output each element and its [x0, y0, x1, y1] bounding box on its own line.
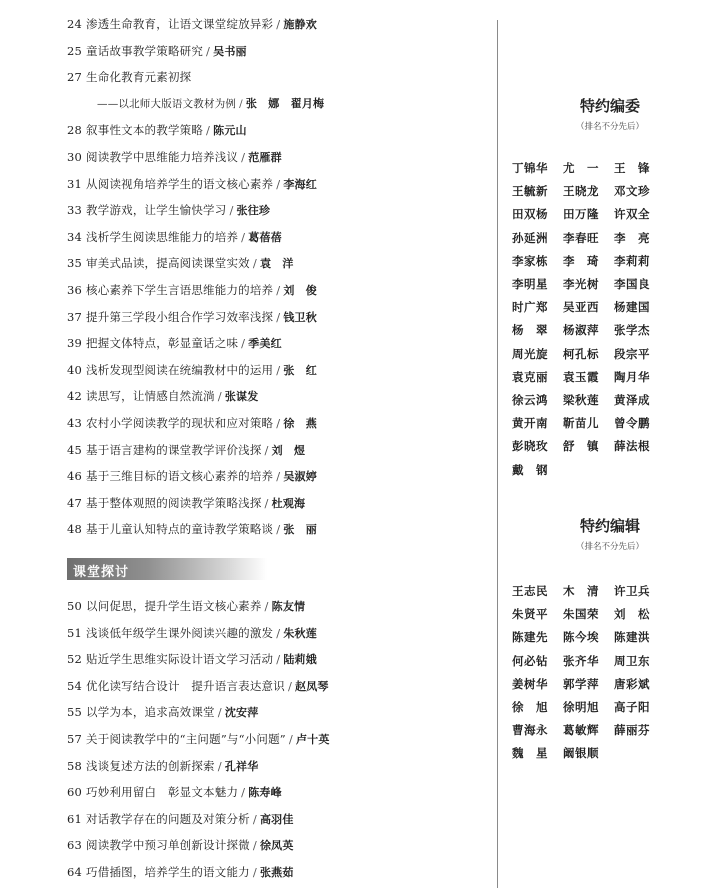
toc-author: 赵凤琴	[295, 679, 329, 693]
toc-author: 张 红	[283, 363, 317, 377]
toc-title: 阅读教学中思维能力培养浅议	[86, 150, 239, 164]
editor-name: 田万隆	[563, 207, 599, 222]
toc-entry	[67, 176, 317, 193]
editor-name: 王毓新	[512, 184, 548, 199]
editor-name: 黄泽成	[614, 393, 650, 407]
toc-author: 李海红	[283, 177, 317, 191]
toc-page-number: 45	[67, 442, 83, 457]
toc-separator: /	[288, 732, 293, 746]
editor-name: 丁锦华	[512, 161, 548, 175]
editor-name: 田双杨	[512, 207, 548, 222]
toc-page-number: 37	[67, 309, 83, 324]
toc-author: 徐凤英	[259, 839, 294, 853]
toc-entry	[67, 468, 317, 485]
editor-name: 许双全	[614, 207, 650, 222]
toc-title: 以问促思，提升学生语文核心素养	[86, 599, 262, 613]
toc-author: 卢十英	[295, 733, 330, 746]
editor-name: 曹海永	[512, 723, 548, 738]
toc-page-number: 54	[67, 678, 83, 693]
toc-separator: /	[264, 442, 269, 457]
toc-entry	[67, 388, 258, 405]
editor-name: 邓文珍	[614, 184, 650, 199]
toc-entry	[67, 625, 317, 642]
toc-title: 关于阅读教学中的“主问题”与“小问题”	[86, 732, 286, 746]
toc-entry	[67, 758, 258, 775]
editor-name: 阚银顺	[563, 746, 599, 761]
toc-entry	[67, 521, 317, 538]
toc-title: 浅析学生阅读思维能力的培养	[86, 229, 239, 244]
toc-separator: /	[241, 785, 246, 800]
toc-author: 高羽佳	[259, 812, 294, 826]
editor-name: 徐云鸿	[512, 393, 548, 407]
toc-entry	[67, 309, 317, 326]
toc-separator: /	[217, 705, 222, 720]
toc-separator: /	[276, 176, 281, 191]
editor-name: 袁玉霞	[563, 369, 599, 384]
editor-name: 木 清	[563, 584, 599, 598]
editing-title: 特约编辑	[579, 517, 640, 535]
toc-author: 陈寿峰	[248, 786, 282, 800]
editor-name: 李家栋	[512, 253, 548, 268]
toc-entry	[67, 122, 247, 139]
toc-separator: /	[241, 229, 246, 244]
toc-entry	[67, 362, 317, 379]
toc-title: 浅谈低年级学生课外阅读兴趣的激发	[86, 625, 274, 640]
editor-name: 高子阳	[614, 700, 650, 714]
toc-title: 农村小学阅读教学的现状和应对策略	[86, 416, 274, 430]
editor-name: 周光旋	[512, 346, 548, 361]
toc-entry	[67, 415, 317, 432]
toc-title: 读思写，让情感自然流淌	[86, 389, 215, 404]
editors-note: （排名不分先后）	[575, 122, 644, 132]
toc-separator: /	[217, 389, 222, 404]
toc-separator: /	[264, 599, 269, 613]
toc-title: 基于儿童认知特点的童诗教学策略谈	[86, 522, 274, 537]
toc-author: 吴书丽	[213, 44, 247, 58]
toc-entry	[67, 202, 270, 219]
toc-separator: /	[276, 362, 281, 377]
toc-page-number: 24	[67, 17, 83, 31]
toc-title: ——以北师大版语文教材为例	[97, 97, 237, 110]
toc-separator: /	[252, 256, 257, 271]
toc-page-number: 58	[67, 758, 83, 773]
editor-name: 李莉莉	[614, 253, 650, 268]
toc-separator: /	[276, 625, 281, 640]
section-heading-bar	[67, 558, 267, 580]
toc-separator: /	[276, 17, 281, 31]
toc-title: 基于语言建构的课堂教学评价浅探	[86, 442, 262, 457]
toc-entry	[67, 149, 282, 166]
toc-author: 孔祥华	[224, 759, 259, 773]
editor-name: 舒 镇	[563, 439, 599, 454]
toc-separator: /	[206, 43, 211, 58]
editor-name: 陈建先	[512, 630, 548, 645]
editor-name: 杨 翠	[512, 323, 548, 338]
editor-name: 魏 星	[512, 746, 548, 761]
toc-page-number: 42	[67, 389, 83, 404]
toc-title: 浅谈复述方法的创新探索	[86, 758, 215, 773]
toc-author: 刘 煜	[271, 443, 306, 457]
toc-page-number: 52	[67, 652, 83, 667]
editor-name: 柯孔标	[563, 346, 599, 361]
editor-name: 吴亚西	[563, 300, 599, 315]
toc-entry	[67, 811, 294, 828]
section-heading: 课堂探讨	[73, 565, 130, 580]
editor-name: 徐 旭	[512, 700, 548, 714]
editor-name: 朱贤平	[512, 607, 548, 622]
editor-name: 袁克丽	[512, 369, 548, 384]
toc-page-number: 43	[67, 416, 83, 430]
editor-name: 葛敏辉	[563, 723, 599, 738]
toc-entry	[67, 495, 305, 512]
editor-name: 李光树	[563, 277, 599, 291]
toc-author: 徐 燕	[283, 417, 317, 430]
toc-separator: /	[287, 678, 293, 693]
toc-entry	[67, 598, 305, 615]
editor-name: 张齐华	[563, 653, 599, 668]
editor-name: 梁秋莲	[563, 393, 599, 407]
toc-entry	[67, 731, 330, 748]
toc-entry	[67, 229, 282, 246]
toc-author: 袁 洋	[259, 257, 294, 271]
toc-page-number: 35	[67, 256, 83, 271]
toc-separator: /	[229, 203, 234, 218]
toc-separator: /	[252, 838, 257, 853]
editor-name: 陈建洪	[614, 630, 650, 645]
toc-title: 基于三维目标的语文核心素养的培养	[86, 469, 274, 484]
editor-name: 曾令鹏	[614, 416, 650, 431]
toc-separator: /	[276, 469, 281, 484]
toc-entry	[67, 651, 317, 668]
toc-title: 巧妙利用留白 彰显文本魅力	[86, 785, 239, 800]
editor-name: 薛法根	[614, 439, 650, 454]
toc-page-number: 25	[67, 43, 83, 58]
editor-name: 李明星	[512, 277, 548, 291]
toc-entry	[67, 864, 294, 881]
toc-title: 渗透生命教育，让语文课堂绽放异彩	[86, 17, 274, 31]
toc-separator: /	[264, 495, 269, 510]
editor-name: 张学杰	[614, 323, 650, 338]
toc-separator: /	[241, 336, 246, 351]
toc-separator: /	[252, 811, 257, 826]
toc-entry	[67, 69, 191, 85]
toc-title: 贴近学生思维实际设计语文学习活动	[86, 652, 274, 667]
toc-separator: /	[276, 309, 281, 324]
toc-page-number: 30	[67, 150, 83, 164]
toc-author: 张谋发	[224, 390, 259, 404]
toc-page-number: 55	[67, 705, 83, 720]
toc-author: 张往珍	[236, 204, 271, 218]
toc-author: 范雁群	[248, 151, 282, 164]
toc-title: 核心素养下学生言语思维能力的培养	[86, 283, 274, 297]
editor-name: 时广郑	[512, 300, 548, 315]
editor-name: 彭晓玫	[512, 439, 548, 454]
toc-title: 审美式品读，提高阅读课堂实效	[86, 256, 250, 271]
editor-name: 杨淑萍	[563, 323, 599, 338]
toc-author: 陈元山	[213, 124, 247, 138]
toc-entry	[67, 255, 294, 272]
toc-title: 优化读写结合设计 提升语言表达意识	[86, 678, 285, 693]
editor-name: 李国良	[614, 277, 650, 291]
toc-page-number: 63	[67, 838, 83, 853]
toc-author: 吴淑婷	[283, 470, 317, 484]
editor-name: 靳苗儿	[563, 416, 599, 431]
toc-entry	[67, 678, 329, 695]
toc-separator: /	[252, 865, 257, 879]
toc-entry	[67, 704, 258, 721]
editor-name: 唐彩斌	[614, 676, 650, 691]
toc-title: 从阅读视角培养学生的语文核心素养	[86, 176, 274, 191]
toc-page-number: 40	[67, 362, 83, 377]
toc-page-number: 51	[67, 625, 83, 640]
toc-page-number: 60	[67, 785, 83, 800]
toc-entry	[67, 282, 317, 299]
editors-title: 特约编委	[579, 97, 640, 115]
toc-entry	[67, 784, 282, 801]
editor-name: 姜树华	[512, 676, 548, 691]
editor-name: 薛丽芬	[614, 723, 650, 738]
toc-page-number: 36	[67, 283, 83, 297]
toc-page-number: 27	[67, 70, 83, 85]
toc-page-number: 34	[67, 229, 83, 244]
toc-title: 教学游戏，让学生愉快学习	[86, 203, 227, 218]
toc-author: 朱秋莲	[283, 626, 317, 640]
toc-entry	[97, 96, 324, 112]
editor-name: 王志民	[512, 584, 548, 598]
toc-entry	[67, 837, 294, 854]
column-divider	[497, 20, 498, 888]
toc-author: 陆莉娥	[283, 653, 317, 667]
toc-page-number: 46	[67, 469, 83, 484]
toc-author: 钱卫秋	[283, 310, 317, 324]
toc-title: 生命化教育元素初探	[86, 70, 192, 85]
editing-note: （排名不分先后）	[575, 542, 644, 552]
toc-title: 对话教学存在的问题及对策分析	[86, 811, 250, 826]
toc-entry	[67, 43, 247, 60]
toc-author: 施静欢	[283, 18, 317, 31]
editor-name: 黄开南	[512, 416, 548, 431]
toc-title: 以学为本，追求高效课堂	[86, 705, 215, 720]
toc-page-number: 61	[67, 811, 83, 826]
toc-author: 杜观海	[271, 496, 306, 510]
editor-name: 陶月华	[614, 369, 650, 384]
toc-separator: /	[276, 283, 281, 297]
editor-name: 王 锋	[614, 161, 650, 175]
editor-name: 周卫东	[614, 653, 650, 668]
editor-name: 尤 一	[563, 161, 599, 175]
editor-name: 朱国荣	[563, 607, 599, 622]
toc-title: 把握文体特点，彰显童话之味	[86, 336, 239, 351]
toc-title: 提升第三学段小组合作学习效率浅探	[86, 309, 274, 324]
toc-author: 季美红	[248, 337, 282, 351]
editor-name: 杨建国	[614, 300, 650, 315]
toc-page-number: 28	[67, 123, 83, 138]
toc-title: 基于整体观照的阅读教学策略浅探	[86, 495, 262, 510]
toc-page-number: 48	[67, 522, 83, 537]
editor-name: 李 琦	[563, 253, 599, 268]
toc-entry	[67, 335, 282, 352]
toc-page-number: 57	[67, 732, 83, 746]
toc-page-number: 50	[67, 599, 83, 613]
toc-page-number: 47	[67, 495, 83, 510]
toc-author: 葛蓓蓓	[248, 230, 282, 244]
toc-entry	[67, 442, 305, 459]
toc-title: 浅析发现型阅读在统编教材中的运用	[86, 362, 274, 377]
editor-name: 段宗平	[614, 346, 650, 361]
toc-separator: /	[276, 652, 281, 667]
editor-name: 王晓龙	[563, 184, 599, 199]
editor-name: 陈今埃	[563, 630, 599, 645]
toc-author: 张燕茹	[259, 866, 294, 879]
editor-name: 何必钻	[512, 653, 548, 668]
editor-name: 徐明旭	[563, 700, 599, 714]
toc-author: 陈友情	[271, 600, 306, 613]
toc-page-number: 33	[67, 203, 83, 218]
toc-author: 张 丽	[283, 523, 317, 537]
editor-name: 刘 松	[614, 607, 650, 622]
editor-name: 戴 钢	[512, 462, 548, 477]
toc-separator: /	[276, 416, 281, 430]
toc-title: 巧借插图，培养学生的语文能力	[86, 865, 250, 879]
toc-separator: /	[239, 97, 243, 110]
editor-name: 李 亮	[614, 230, 650, 245]
toc-author: 刘 俊	[283, 284, 317, 297]
toc-separator: /	[206, 123, 211, 138]
toc-page-number: 31	[67, 176, 83, 191]
toc-page-number: 64	[67, 865, 83, 879]
toc-author: 张 娜 翟月梅	[245, 96, 325, 110]
toc-title: 叙事性文本的教学策略	[86, 123, 204, 138]
toc-separator: /	[276, 522, 281, 537]
toc-separator: /	[217, 758, 222, 773]
editor-name: 郭学萍	[563, 676, 599, 691]
toc-page-number: 39	[67, 336, 83, 351]
toc-author: 沈安萍	[224, 706, 259, 720]
editor-name: 孙延洲	[512, 230, 548, 245]
editor-name: 许卫兵	[614, 584, 650, 598]
toc-separator: /	[241, 150, 246, 164]
toc-entry	[67, 16, 317, 33]
toc-title: 阅读教学中预习单创新设计探微	[86, 838, 250, 853]
editor-name: 李春旺	[563, 230, 599, 245]
toc-title: 童话故事教学策略研究	[86, 43, 204, 58]
